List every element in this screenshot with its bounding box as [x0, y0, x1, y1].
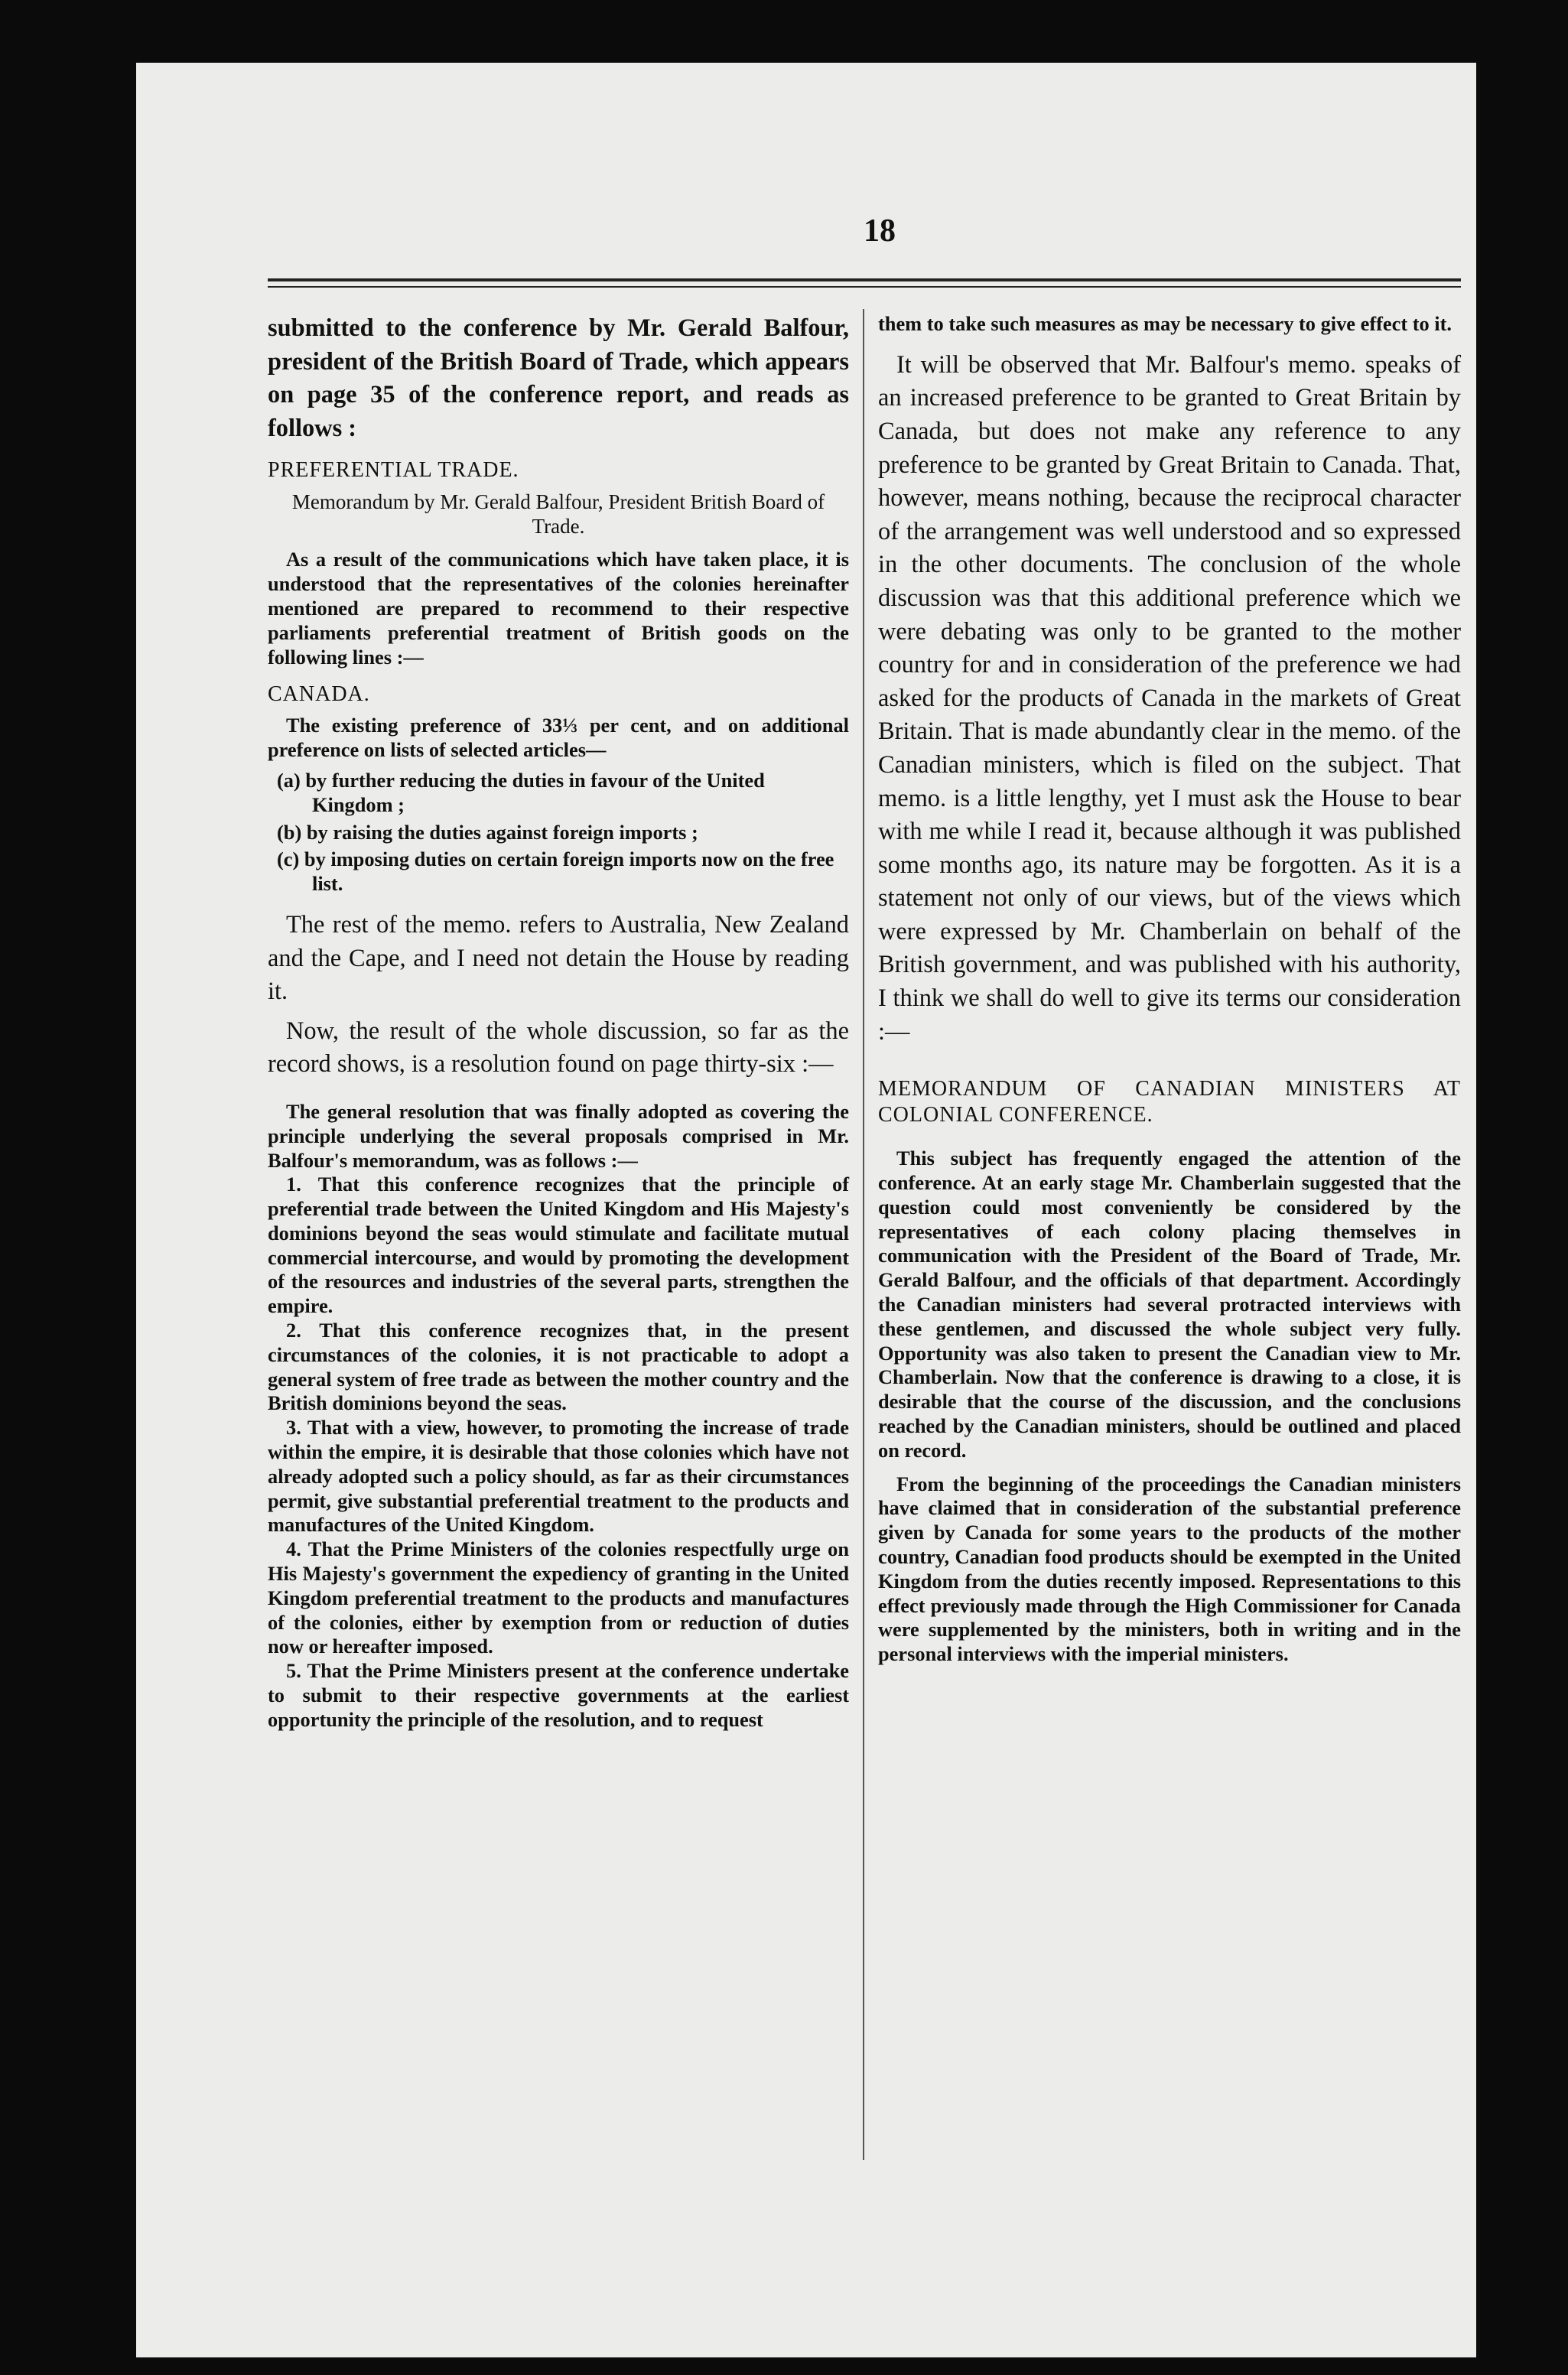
header-rule-thick — [268, 278, 1461, 281]
memorandum-paragraph-2: From the beginning of the proceedings the Canadian ministers have claimed that in consideration of the substantial preference given by Canada for some years to the products of the mother country, Canadian food products should be exempted in the United Kingdom from the duties recently imposed. Representations to this effect previously made through the High Commissioner for Canada were supplemented by the ministers, both in writing and in the personal interviews with the imperial ministers. — [878, 1472, 1461, 1666]
resolution-4: 4. That the Prime Ministers of the colonies respectfully urge on His Majesty's government the expediency of granting in the United Kingdom preferential treatment to the products and manufactures of the colonies, either by exemption from or reduction of duties now or hereafter imposed. — [268, 1537, 849, 1658]
list-item-b: (b) by raising the duties against foreign imports ; — [277, 820, 698, 844]
general-resolution-paragraph: The general resolution that was finally adopted as covering the principle underlying the several proposals comprised in Mr. Balfour's memorandum, was as follows :— — [268, 1099, 849, 1172]
resolution-5: 5. That the Prime Ministers present at the conference undertake to submit to their respective governments at the earliest opportunity the principle of the resolution, and to request — [268, 1659, 849, 1731]
memo-paragraph: As a result of the communications which have taken place, it is understood that the representatives of the colonies hereinafter mentioned are prepared to recommend to their respective parliaments preferential treatment of British goods on the following lines :— — [268, 548, 849, 669]
canada-paragraph: The existing preference of 33⅓ per cent, and on additional preference on lists of selected articles— — [268, 714, 849, 762]
heading-preferential-trade: PREFERENTIAL TRADE. — [268, 458, 519, 483]
memorandum-paragraph-1: This subject has frequently engaged the attention of the conference. At an early stage Mr. Chamberlain suggested that the question could most conveniently be considered by the representatives of each colony placing themselves in communication with the President of the Board of Trade, Mr. Gerald Balfour, and the officials of that department. Accordingly the Canadian ministers had several protracted interviews with these gentlemen, and discussed the whole subject very fully. Opportunity was also taken to present the Canadian view to Mr. Chamberlain. Now that the conference is drawing to a close, it is desirable that the course of the discussion, and the conclusions reached by the Canadian ministers, should be outlined and placed on record. — [878, 1147, 1461, 1462]
resolution-1: 1. That this conference recognizes that the principle of preferential trade between the United Kingdom and His Majesty's dominions beyond the seas would stimulate and facilitate mutual commercial intercourse, and would by promoting the development of the resources and industries of the several parts, strengthen the empire. — [268, 1173, 849, 1318]
continued-paragraph: them to take such measures as may be necessary to give effect to it. — [878, 312, 1453, 335]
memorandum-byline: Memorandum by Mr. Gerald Balfour, President British Board of Trade. — [291, 490, 825, 538]
intro-paragraph: submitted to the conference by Mr. Gerald Balfour, president of the British Board of Trade, which appears on page 35 of the conference report, and reads as follows : — [268, 314, 849, 442]
right-column — [878, 312, 1461, 1667]
list-item-c: (c) by imposing duties on certain foreign imports now on the free list. — [277, 848, 834, 896]
resolution-2: 2. That this conference recognizes that, in the present circumstances of the colonies, it is not practicable to adopt a general system of free trade as between the mother country and the British dominions beyond the seas. — [268, 1319, 849, 1415]
rest-of-memo-paragraph: The rest of the memo. refers to Australia, New Zealand and the Cape, and I need not detain the House by reading it. — [268, 910, 849, 1006]
page-number: 18 — [864, 213, 896, 249]
heading-canada: CANADA. — [268, 682, 370, 707]
heading-memorandum-canadian-ministers: MEMORANDUM OF CANADIAN MINISTERS AT COLONIAL CONFERENCE. — [878, 1077, 1461, 1127]
list-item-a: (a) by further reducing the duties in favour of the United Kingdom ; — [277, 768, 765, 816]
discussion-result-paragraph: Now, the result of the whole discussion, so far as the record shows, is a resolution found on page thirty-six :— — [268, 1017, 849, 1079]
observation-paragraph: It will be observed that Mr. Balfour's memo. speaks of an increased preference to be granted to Great Britain by Canada, but does not make any reference to any preference to be granted by Great Britain to Canada. That, however, means nothing, because the reciprocal character of the arrangement was well understood and so expressed in the other documents. The conclusion of the whole discussion was that this additional preference which we were debating was only to be granted to the mother country for and in consideration of the preference we had asked for the products of Canada in the markets of Great Britain. That is made abundantly clear in the memo. of the Canadian ministers, which is filed on the subject. That memo. is a little lengthy, yet I must ask the House to bear with me while I read it, because although it was published some months ago, its nature may be forgotten. As it is a statement not only of our views, but of the views which were expressed by Mr. Chamberlain on behalf of the British government, and was published with his authority, I think we shall do well to give its terms our consideration :— — [878, 350, 1461, 1046]
header-rule-thin — [268, 286, 1461, 288]
resolution-3: 3. That with a view, however, to promoting the increase of trade within the empire, it is desirable that those colonies which have not already adopted such a policy should, as far as their circumstances permit, give substantial preferential treatment to the products and manufactures of the United Kingdom. — [268, 1416, 849, 1537]
column-divider — [863, 309, 864, 2160]
left-column — [268, 312, 849, 1732]
